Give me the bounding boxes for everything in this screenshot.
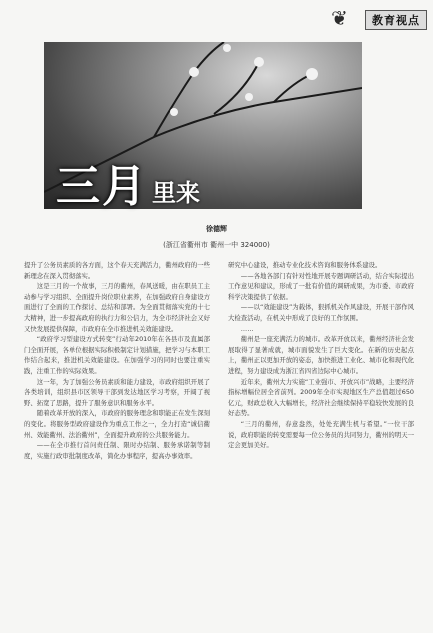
paragraph: 这一年，为了加强公务员素质和能力建设，市政府组织开展了各类培训，组织县市区领导干部到发达地区学习考察，开阔了视野、拓宽了思路，提升了服务意识和服务水平。 <box>24 377 210 407</box>
paragraph: 随着改革开放的深入，市政府的服务理念和职能正在发生深刻的变化。将服务型政府建设作为重点工作之一，全力打造“诚信衢州、效能衢州、法治衢州”，全面提升政府的公共服务能力。 <box>24 409 210 439</box>
paragraph: 提升了公务员素质的各方面，这个春天充满活力，衢州政府的一些新理念在深入贯彻落实。 <box>24 261 210 280</box>
paragraph: 研究中心建设，推动专业化技术咨询和服务体系建设。 <box>228 261 382 269</box>
paragraph: “三月的衢州，春意盎然，处处充满生机与希望。”一位干部说，政府职能的转变需要每一位公务员的共同努力，衢州的明天一定会更加美好。 <box>228 419 414 450</box>
left-column <box>24 260 210 461</box>
paragraph: “政府学习型建设方式转变”行动年2010年在各县市及直属部门全面开展，各单位根据实际积极制定计划措施，把学习与本职工作结合起来，推进机关效能建设。在加强学习的同时也要注重实践，注重工作的实际效果。 <box>24 335 210 375</box>
column-tag: 教育视点 <box>365 10 427 30</box>
paragraph: ——以“效能建设”为载体，狠抓机关作风建设，开展干部作风大检查活动，在机关中形成了良好的工作氛围。 <box>228 303 414 322</box>
title-main: 三月 <box>56 161 148 212</box>
paragraph: 衢州是一座充满活力的城市。改革开放以来，衢州经济社会发展取得了显著成就，城市面貌发生了巨大变化。在新的历史起点上，衢州正以更加开放的姿态，加快推进工业化、城市化和现代化进程，努力建设成为浙江省四省边际中心城市。 <box>228 335 414 375</box>
paragraph: 近年来，衢州大力实施“工业强市、开放兴市”战略，主要经济指标增幅位居全省前列。2009年全市实现地区生产总值超过650亿元，财政总收入大幅增长，经济社会继续保持平稳较快发展的良好态势。 <box>228 377 414 418</box>
paragraph: 这是三月的一个故事，三月的衢州，春风送暖，由在职员工主动参与学习组织、全面提升岗位职业素养，在加强政府自身建设方面进行了全面的工作探讨、总结和部署。为全面贯彻落实党的十七大精神，进一步提高政府的执行力和公信力，为全市经济社会又好又快发展提供保障，市政府在全市推进机关效能建设。 <box>24 282 210 333</box>
column-header <box>331 6 427 36</box>
article-title <box>56 150 200 214</box>
author-affiliation: (浙江省衢州市 衢州一中 324000) <box>163 241 270 249</box>
paragraph: ——在全市推行首问责任制、限时办结制、服务承诺制等制度，实施行政审批制度改革，简化办事程序，提高办事效率。 <box>24 441 210 460</box>
author-name: 徐德辉 <box>206 225 227 233</box>
paragraph: ——各地各部门有针对性地开展专题调研活动，结合实际提出工作意见和建议，形成了一批有价值的调研成果，为市委、市政府科学决策提供了依据。 <box>228 271 414 301</box>
right-column <box>228 260 414 451</box>
title-sub: 里来 <box>152 178 200 207</box>
leaf-ornament-icon: ❦ <box>331 6 348 30</box>
paragraph: …… <box>240 324 254 333</box>
